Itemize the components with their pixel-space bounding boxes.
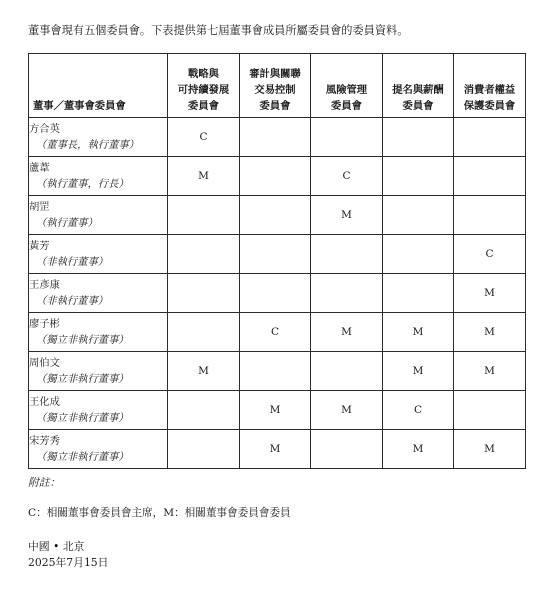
membership-mark: C: [240, 313, 311, 352]
table-row: [29, 352, 526, 391]
director-cell: [29, 430, 168, 469]
director-name: 蘆葦: [29, 162, 50, 174]
membership-mark: C: [383, 391, 454, 430]
legend-text: C：相關董事會委員會主席，M：相關董事會委員會委員: [28, 507, 291, 519]
table-row: [29, 391, 526, 430]
membership-mark: [311, 352, 383, 391]
director-cell: [29, 274, 168, 313]
membership-mark: [168, 235, 240, 274]
membership-mark: [168, 274, 240, 313]
membership-mark: M: [454, 313, 526, 352]
table-row: [29, 274, 526, 313]
membership-mark: [168, 196, 240, 235]
membership-mark: M: [454, 352, 526, 391]
membership-mark: [383, 118, 454, 157]
membership-mark: [383, 274, 454, 313]
director-role: （獨立非執行董事）: [36, 373, 129, 385]
committee-header-4: [454, 54, 526, 118]
membership-mark: [311, 118, 383, 157]
membership-mark: [240, 235, 311, 274]
membership-mark: M: [383, 313, 454, 352]
committee-header-line: 戰略與: [188, 68, 219, 80]
director-name: 廖子彬: [29, 318, 60, 330]
director-cell: [29, 196, 168, 235]
director-role: （董事長，執行董事）: [36, 139, 139, 151]
table-row: [29, 196, 526, 235]
membership-mark: [383, 157, 454, 196]
membership-mark: [240, 274, 311, 313]
membership-mark: [454, 118, 526, 157]
membership-mark: M: [311, 313, 383, 352]
director-name: 黃芳: [29, 240, 50, 252]
membership-mark: M: [168, 352, 240, 391]
committee-header-line: 消費者權益: [463, 84, 516, 96]
membership-mark: [383, 235, 454, 274]
membership-mark: C: [311, 157, 383, 196]
membership-mark: [240, 157, 311, 196]
membership-mark: [240, 118, 311, 157]
place-text: 中國 • 北京: [28, 540, 85, 553]
director-role: （獨立非執行董事）: [36, 451, 129, 463]
director-role: （獨立非執行董事）: [36, 334, 129, 346]
committee-header-line: 風險管理: [325, 84, 368, 96]
committee-header-line: 委員會: [259, 100, 291, 112]
director-role: （執行董事，行長）: [36, 178, 129, 190]
committee-header-line: 提名與薪酬: [392, 84, 444, 96]
committee-header-2: [311, 54, 383, 118]
committee-header-line: 交易控制: [254, 84, 296, 96]
note-label: 附註：: [28, 476, 61, 489]
membership-mark: [240, 196, 311, 235]
director-role: （非執行董事）: [36, 256, 109, 268]
membership-mark: C: [168, 118, 240, 157]
committee-header-line: 委員會: [331, 100, 362, 112]
table-body: [29, 118, 526, 469]
membership-mark: [311, 274, 383, 313]
director-name: 宋芳秀: [29, 435, 60, 447]
membership-mark: M: [240, 391, 311, 430]
committee-header-line: 審計與關聯: [249, 68, 301, 80]
membership-mark: [168, 430, 240, 469]
membership-mark: [240, 352, 311, 391]
director-role: （獨立非執行董事）: [36, 412, 129, 424]
membership-mark: M: [454, 430, 526, 469]
director-cell: [29, 235, 168, 274]
table-row: [29, 430, 526, 469]
director-cell: [29, 118, 168, 157]
membership-mark: M: [454, 274, 526, 313]
membership-mark: [168, 313, 240, 352]
committee-header-1: [240, 54, 311, 118]
membership-mark: [383, 196, 454, 235]
director-cell: [29, 157, 168, 196]
date-text: 2025年7月15日: [28, 556, 109, 569]
table-row: [29, 313, 526, 352]
name-column-header: 董事／董事會委員會: [29, 54, 168, 118]
director-name: 周伯文: [29, 357, 60, 369]
table-header-row: [29, 54, 526, 118]
membership-mark: M: [240, 430, 311, 469]
committee-header-line: 委員會: [402, 100, 434, 112]
intro-text: 董事會現有五個委員會。下表提供第七屆董事會成員所屬委員會的委員資料。: [28, 24, 409, 37]
director-cell: [29, 391, 168, 430]
membership-mark: M: [311, 391, 383, 430]
director-cell: [29, 352, 168, 391]
director-name: 王彥康: [29, 279, 60, 291]
table-row: [29, 118, 526, 157]
membership-mark: [454, 391, 526, 430]
membership-mark: M: [168, 157, 240, 196]
membership-mark: [168, 391, 240, 430]
committee-header-line: 可持續發展: [177, 84, 230, 96]
membership-mark: M: [383, 430, 454, 469]
director-name: 胡罡: [29, 201, 50, 213]
committee-header-3: [383, 54, 454, 118]
table-row: [29, 157, 526, 196]
table-row: [29, 235, 526, 274]
director-cell: [29, 313, 168, 352]
membership-mark: M: [383, 352, 454, 391]
membership-mark: [311, 235, 383, 274]
membership-mark: M: [311, 196, 383, 235]
membership-mark: [454, 157, 526, 196]
membership-mark: [454, 196, 526, 235]
committee-header-line: 委員會: [188, 100, 219, 112]
committee-membership-table: [28, 53, 526, 469]
director-role: （非執行董事）: [36, 295, 109, 307]
director-name: 方合英: [29, 123, 60, 135]
membership-mark: C: [454, 235, 526, 274]
director-role: （執行董事）: [36, 217, 98, 229]
committee-header-line: 保護委員會: [463, 100, 516, 112]
membership-mark: [311, 430, 383, 469]
committee-header-0: [168, 54, 240, 118]
director-name: 王化成: [29, 396, 60, 408]
